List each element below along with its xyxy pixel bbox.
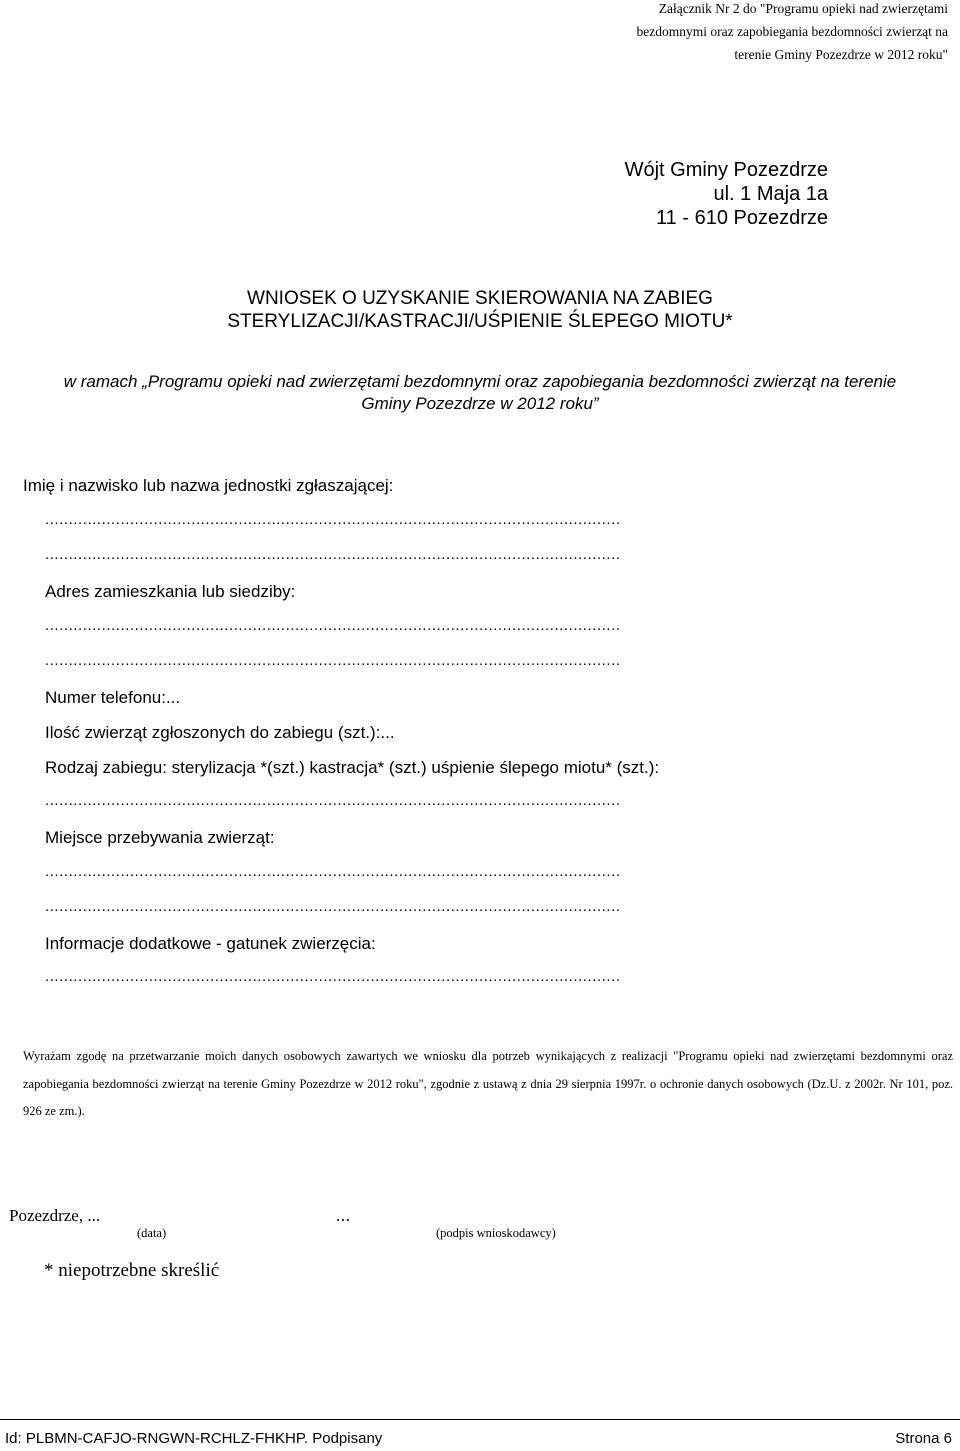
addressee-line-2: ul. 1 Maja 1a — [713, 183, 828, 205]
name-label: Imię i nazwisko lub nazwa jednostki zgłaszającej: — [23, 476, 394, 495]
procedure-type-label: Rodzaj zabiegu: sterylizacja *(szt.) kastracja* (szt.) uśpienie ślepego miotu* (szt.): — [45, 758, 660, 777]
name-line-2[interactable]: .......................................................................................................................... — [45, 546, 621, 563]
footnote: * niepotrzebne skreślić — [44, 1260, 220, 1281]
address-line-2[interactable]: .......................................................................................................................... — [45, 652, 621, 669]
address-line-1[interactable]: .......................................................................................................................... — [45, 617, 621, 634]
footer-rule — [0, 1419, 960, 1420]
annex-header — [637, 0, 949, 66]
signature-caption: (podpis wnioskodawcy) — [436, 1226, 556, 1240]
signature-field[interactable]: ... — [336, 1206, 351, 1225]
document-subtitle — [0, 371, 960, 415]
subtitle-line-1: w ramach „Programu opieki nad zwierzętami bezdomnymi oraz zapobiegania bezdomności zwierząt na terenie — [63, 372, 897, 391]
annex-line-1: Załącznik Nr 2 do "Programu opieki nad zwierzętami — [658, 1, 948, 16]
title-line-2: STERYLIZACJI/KASTRACJI/UŚPIENIE ŚLEPEGO MIOTU* — [227, 311, 733, 332]
additional-info-line[interactable]: .......................................................................................................................... — [45, 968, 621, 985]
address-label: Adres zamieszkania lub siedziby: — [45, 582, 296, 601]
name-line-1[interactable]: .......................................................................................................................... — [45, 511, 621, 528]
annex-line-3: terenie Gminy Pozezdrze w 2012 roku" — [734, 47, 948, 62]
animal-count-field[interactable]: Ilość zwierząt zgłoszonych do zabiegu (szt.):... — [45, 723, 395, 742]
consent-paragraph: Wyrażam zgodę na przetwarzanie moich danych osobowych zawartych we wniosku dla potrzeb wynikających z realizacji "Programu opieki nad zwierzętami bezdomnymi oraz zapobiegania bezdomności zwierząt na terenie Gminy Pozezdrze w 2012 roku", zgodnie z ustawą z dnia 29 sierpnia 1997r. o ochronie danych osobowych (Dz.U. z 2002r. Nr 101, poz. 926 ze zm.). — [23, 1049, 953, 1118]
location-line-1[interactable]: .......................................................................................................................... — [45, 863, 621, 880]
location-line-2[interactable]: .......................................................................................................................... — [45, 898, 621, 915]
phone-field[interactable]: Numer telefonu:... — [45, 688, 181, 707]
procedure-line[interactable]: .......................................................................................................................... — [45, 792, 621, 809]
addressee-line-3: 11 - 610 Pozezdrze — [656, 207, 828, 229]
footer-page-number: Strona 6 — [895, 1430, 952, 1447]
document-title — [0, 287, 960, 333]
additional-info-label: Informacje dodatkowe - gatunek zwierzęcia: — [45, 934, 376, 953]
location-label: Miejsce przebywania zwierząt: — [45, 828, 275, 847]
subtitle-line-2: Gminy Pozezdrze w 2012 roku” — [361, 394, 599, 413]
footer-id: Id: PLBMN-CAFJO-RNGWN-RCHLZ-FHKHP. Podpisany — [5, 1430, 383, 1447]
title-line-1: WNIOSEK O UZYSKANIE SKIEROWANIA NA ZABIEG — [247, 288, 713, 309]
date-caption: (data) — [137, 1226, 167, 1240]
place-date-field[interactable]: Pozezdrze, ... — [9, 1206, 101, 1225]
addressee-line-1: Wójt Gminy Pozezdrze — [624, 159, 828, 181]
addressee-block — [625, 158, 828, 230]
annex-line-2: bezdomnymi oraz zapobiegania bezdomności zwierząt na — [636, 24, 948, 39]
